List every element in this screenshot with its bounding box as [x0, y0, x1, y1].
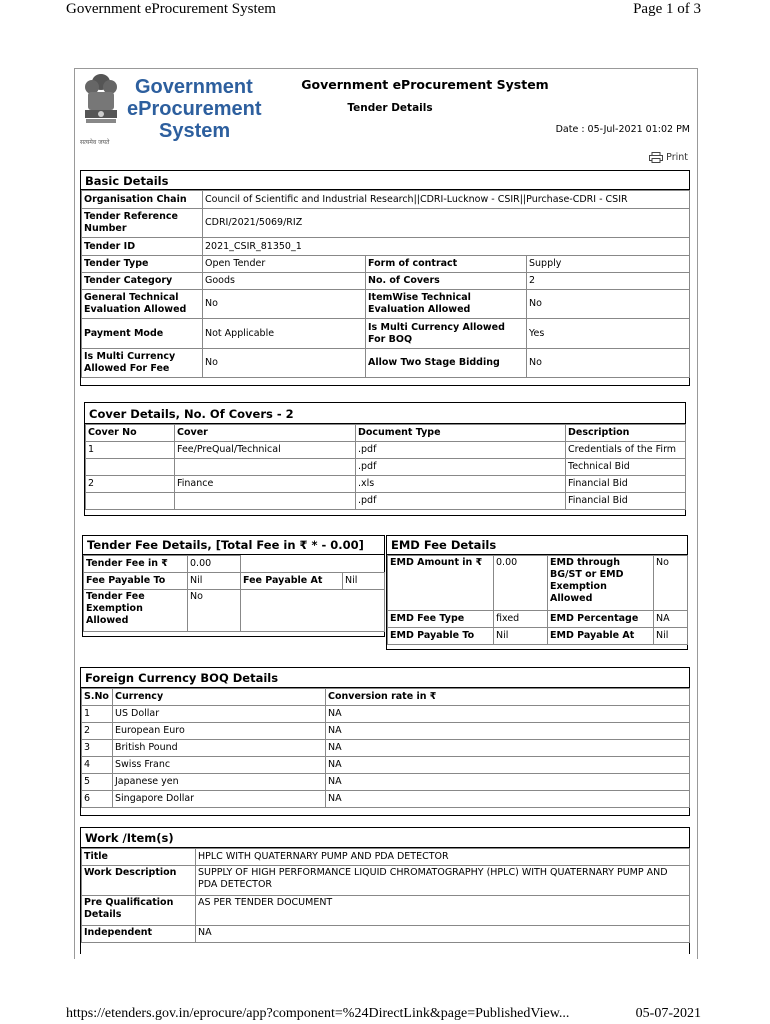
value: Nil — [188, 573, 241, 590]
value: No — [654, 556, 688, 611]
print-label: Print — [666, 152, 688, 163]
label: ItemWise Technical Evaluation Allowed — [366, 290, 527, 319]
work-items-title: Work /Item(s) — [81, 828, 689, 848]
label: EMD Payable To — [388, 628, 494, 645]
cell: .pdf — [356, 493, 566, 510]
column-header: Cover No — [86, 425, 175, 442]
value: No — [203, 349, 366, 378]
work-items-table — [81, 848, 690, 943]
footer-url: https://etenders.gov.in/eprocure/app?component=%24DirectLink&page=PublishedView... — [66, 1006, 570, 1021]
value: Nil — [343, 573, 385, 590]
value: 2021_CSIR_81350_1 — [203, 238, 690, 256]
label: No. of Covers — [366, 273, 527, 290]
label: Is Multi Currency Allowed For Fee — [82, 349, 203, 378]
table-row — [86, 476, 686, 493]
boq-title: Foreign Currency BOQ Details — [81, 668, 689, 688]
value: AS PER TENDER DOCUMENT — [196, 896, 690, 926]
label: Title — [82, 849, 196, 866]
label: EMD Fee Type — [388, 611, 494, 628]
cell: European Euro — [113, 723, 326, 740]
tender-fee-title: Tender Fee Details, [Total Fee in ₹ * - 0.00] — [83, 536, 384, 555]
value: No — [527, 290, 690, 319]
cell: NA — [326, 723, 690, 740]
label: Tender Fee in ₹ — [84, 556, 188, 573]
value: NA — [196, 926, 690, 943]
gepnic-logo — [127, 76, 262, 142]
national-emblem-icon — [80, 72, 122, 134]
label: EMD Percentage — [548, 611, 654, 628]
value: HPLC WITH QUATERNARY PUMP AND PDA DETECTOR — [196, 849, 690, 866]
cell — [86, 493, 175, 510]
cell: Japanese yen — [113, 774, 326, 791]
label: Tender Type — [82, 256, 203, 273]
cell: 3 — [82, 740, 113, 757]
label: Form of contract — [366, 256, 527, 273]
cell: Singapore Dollar — [113, 791, 326, 808]
page-number: Page 1 of 3 — [633, 1, 701, 17]
label: Independent — [82, 926, 196, 943]
boq-table — [81, 688, 690, 808]
emblem-caption: सत्यमेव जयते — [80, 139, 110, 146]
cell — [175, 493, 356, 510]
logo-line-2: eProcurement — [127, 98, 262, 120]
value: Supply — [527, 256, 690, 273]
cell: .pdf — [356, 442, 566, 459]
label: EMD Amount in ₹ — [388, 556, 494, 611]
value: fixed — [494, 611, 548, 628]
cell: 1 — [86, 442, 175, 459]
label: Tender Reference Number — [82, 209, 203, 238]
label: Allow Two Stage Bidding — [366, 349, 527, 378]
cell: NA — [326, 740, 690, 757]
basic-details-title: Basic Details — [81, 171, 689, 190]
document-date: Date : 05-Jul-2021 01:02 PM — [555, 124, 690, 135]
footer-date: 05-07-2021 — [635, 1006, 701, 1021]
emd-fee-title: EMD Fee Details — [387, 536, 687, 555]
label: Payment Mode — [82, 319, 203, 349]
label: Tender Fee Exemption Allowed — [84, 590, 188, 632]
label: Work Description — [82, 866, 196, 896]
cell: NA — [326, 774, 690, 791]
boq-section — [80, 667, 690, 816]
cell: Credentials of the Firm — [566, 442, 686, 459]
table-row — [82, 757, 690, 774]
label: Pre Qualification Details — [82, 896, 196, 926]
label: Fee Payable To — [84, 573, 188, 590]
value: CDRI/2021/5069/RIZ — [203, 209, 690, 238]
column-header: Document Type — [356, 425, 566, 442]
label: Fee Payable At — [241, 573, 343, 590]
cell: 2 — [86, 476, 175, 493]
table-row — [82, 706, 690, 723]
table-row — [86, 493, 686, 510]
label: General Technical Evaluation Allowed — [82, 290, 203, 319]
table-row — [86, 442, 686, 459]
value: Open Tender — [203, 256, 366, 273]
printer-icon — [649, 152, 663, 163]
document-subtitle: Tender Details — [347, 102, 433, 114]
value: Not Applicable — [203, 319, 366, 349]
value: No — [203, 290, 366, 319]
label: EMD through BG/ST or EMD Exemption Allowed — [548, 556, 654, 611]
cell: 6 — [82, 791, 113, 808]
print-button[interactable] — [649, 152, 688, 163]
value: Nil — [654, 628, 688, 645]
work-items-section — [80, 827, 690, 954]
cover-details-table — [85, 424, 686, 510]
label: Tender Category — [82, 273, 203, 290]
cell: Financial Bid — [566, 476, 686, 493]
label: Organisation Chain — [82, 191, 203, 209]
column-header: S.No — [82, 689, 113, 706]
logo-line-3: System — [159, 120, 231, 142]
label: Tender ID — [82, 238, 203, 256]
cell: NA — [326, 757, 690, 774]
basic-details-section — [80, 170, 690, 386]
column-header: Conversion rate in ₹ — [326, 689, 690, 706]
document-title: Government eProcurement System — [301, 77, 549, 92]
value: NA — [654, 611, 688, 628]
cell: 4 — [82, 757, 113, 774]
value: SUPPLY OF HIGH PERFORMANCE LIQUID CHROMATOGRAPHY (HPLC) WITH QUATERNARY PUMP AND PDA DETECTOR — [196, 866, 690, 896]
value: 0.00 — [188, 556, 241, 573]
cell: 1 — [82, 706, 113, 723]
cell: NA — [326, 791, 690, 808]
cell: US Dollar — [113, 706, 326, 723]
cell: Finance — [175, 476, 356, 493]
cell — [175, 459, 356, 476]
cell: Technical Bid — [566, 459, 686, 476]
value: Council of Scientific and Industrial Research||CDRI-Lucknow - CSIR||Purchase-CDRI - CSIR — [203, 191, 690, 209]
tender-fee-table — [83, 555, 385, 632]
cell: .xls — [356, 476, 566, 493]
table-row — [82, 791, 690, 808]
column-header: Description — [566, 425, 686, 442]
value: Nil — [494, 628, 548, 645]
table-row — [86, 459, 686, 476]
value: Goods — [203, 273, 366, 290]
value: Yes — [527, 319, 690, 349]
page-header-title: Government eProcurement System — [66, 1, 276, 17]
value: 2 — [527, 273, 690, 290]
value: No — [527, 349, 690, 378]
emd-fee-section — [386, 535, 688, 650]
label: EMD Payable At — [548, 628, 654, 645]
column-header: Currency — [113, 689, 326, 706]
cell: British Pound — [113, 740, 326, 757]
cell: 2 — [82, 723, 113, 740]
cell: 5 — [82, 774, 113, 791]
cell: .pdf — [356, 459, 566, 476]
cell: NA — [326, 706, 690, 723]
table-row — [82, 740, 690, 757]
basic-details-table — [81, 190, 690, 378]
tender-fee-section — [82, 535, 385, 637]
cover-details-section — [84, 402, 686, 516]
cell: Financial Bid — [566, 493, 686, 510]
cell: Fee/PreQual/Technical — [175, 442, 356, 459]
column-header: Cover — [175, 425, 356, 442]
value: 0.00 — [494, 556, 548, 611]
cell — [86, 459, 175, 476]
label: Is Multi Currency Allowed For BOQ — [366, 319, 527, 349]
cell: Swiss Franc — [113, 757, 326, 774]
cover-details-title: Cover Details, No. Of Covers - 2 — [85, 403, 685, 424]
emd-fee-table — [387, 555, 688, 645]
table-row — [82, 723, 690, 740]
table-row — [82, 774, 690, 791]
value: No — [188, 590, 241, 632]
logo-line-1: Government — [135, 76, 253, 98]
